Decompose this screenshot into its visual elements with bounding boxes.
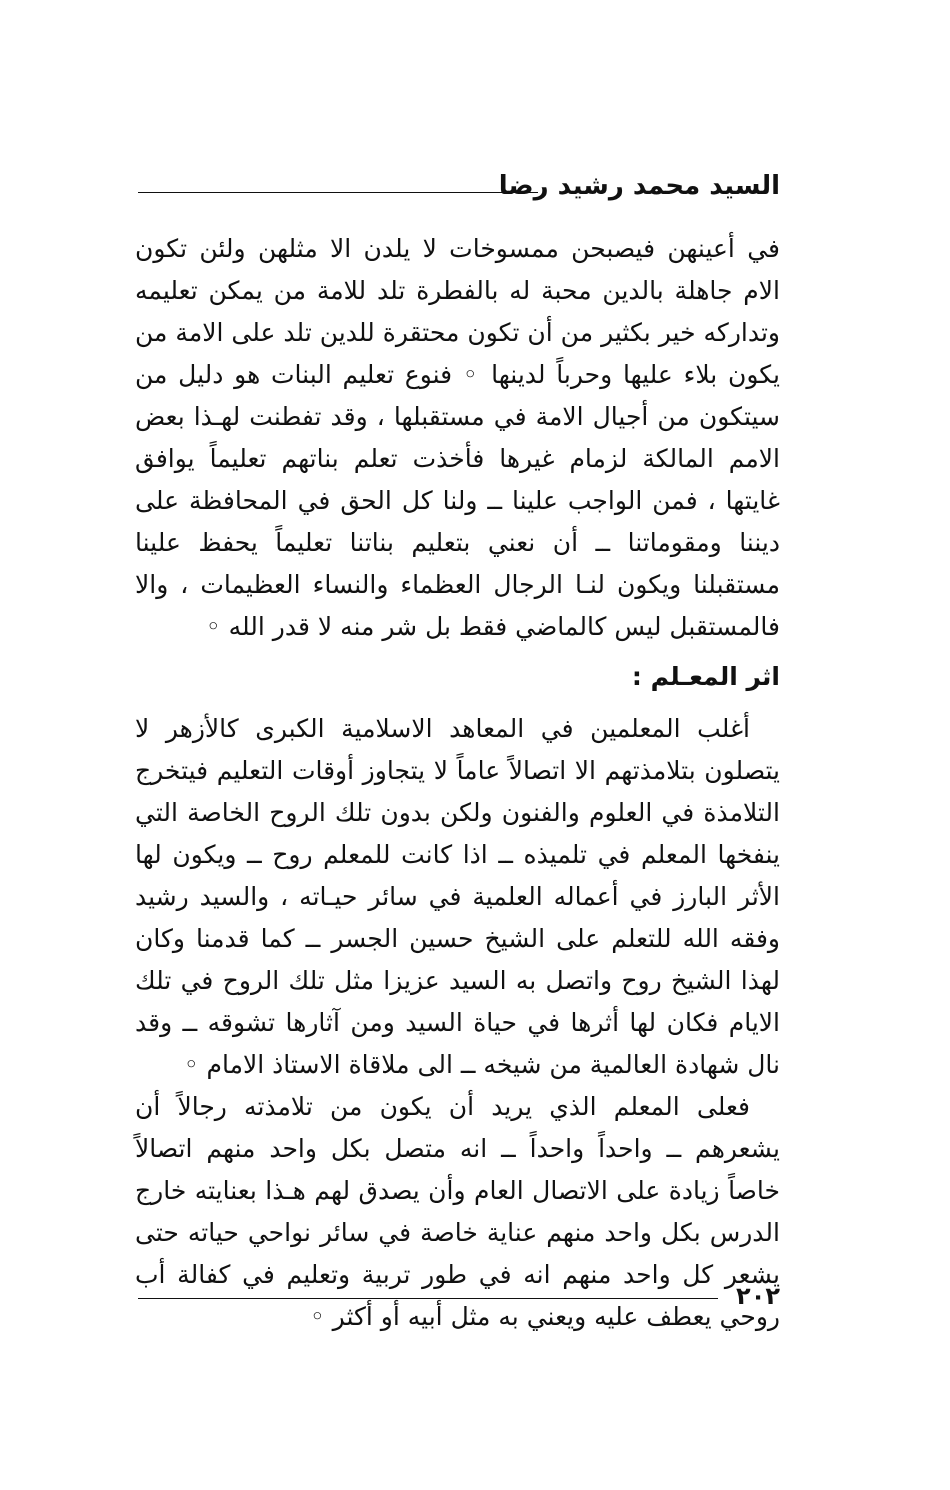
running-header: [138, 168, 780, 208]
page-number: ٢٠٢: [736, 1282, 780, 1310]
section-heading: اثر المعـلم :: [631, 662, 780, 691]
body-text: [135, 228, 780, 1338]
paragraph-3: فعلى المعلم الذي يريد أن يكون من تلامذته رجالاً أن يشعرهم ــ واحداً واحداً ــ انه متصل بكل واحد منهم اتصالاً خاصاً زيادة على الاتصال العام وأن يصدق لهم هـذا بعنايته خارج الدرس بكل واحد منهم عناية خاصة في سائر نواحي حياته حتى يشعر كل واحد منهم انه في طور تربية وتعليم في كفالة أب روحي يعطف عليه ويعني به مثل أبيه أو أكثر ◦: [135, 1092, 780, 1331]
paragraph-1: في أعينهن فيصبحن ممسوخات لا يلدن الا مثلهن ولئن تكون الام جاهلة بالدين محبة له بالفطرة تلد للامة من يمكن تعليمه وتداركه خير بكثير من أن تكون محتقرة للدين تلد على الامة من يكون بلاء عليها وحرباً لدينها ◦ فنوع تعليم البنات هو دليل من سيتكون من أجيال الامة في مستقبلها ، وقد تفطنت لهـذا بعض الامم المالكة لزمام غيرها فأخذت تعلم بناتهم تعليماً يوافق غايتها ، فمن الواجب علينا ــ ولنا كل الحق في المحافظة على ديننا ومقوماتنا ــ أن نعني بتعليم بناتنا تعليماً يحفظ علينا مستقبلنا ويكون لنـا الرجال العظماء والنساء العظيمات ، والا فالمستقبل ليس كالماضي فقط بل شر منه لا قدر الله ◦: [135, 234, 780, 641]
header-title: السيد محمد رشيد رضا: [498, 171, 780, 201]
paragraph-2: أغلب المعلمين في المعاهد الاسلامية الكبرى كالأزهر لا يتصلون بتلامذتهم الا اتصالاً عاماً لا يتجاوز أوقات التعليم فيتخرج التلامذة في العلوم والفنون ولكن بدون تلك الروح الخاصة التي ينفخها المعلم في تلميذه ــ اذا كانت للمعلم روح ــ ويكون لها الأثر البارز في أعماله العلمية في سائر حيـاته ، والسيد رشيد وفقه الله للتعلم على الشيخ حسين الجسر ــ كما قدمنا وكان لهذا الشيخ روح واتصل به السيد عزيزا مثل تلك الروح في تلك الايام فكان لها أثرها في حياة السيد ومن آثارها تشوقه ــ وقد نال شهادة العالمية من شيخه ــ الى ملاقاة الاستاذ الامام ◦: [135, 714, 780, 1079]
header-rule: [138, 192, 538, 193]
footer-rule: [138, 1298, 718, 1299]
page-footer: [138, 1280, 780, 1320]
